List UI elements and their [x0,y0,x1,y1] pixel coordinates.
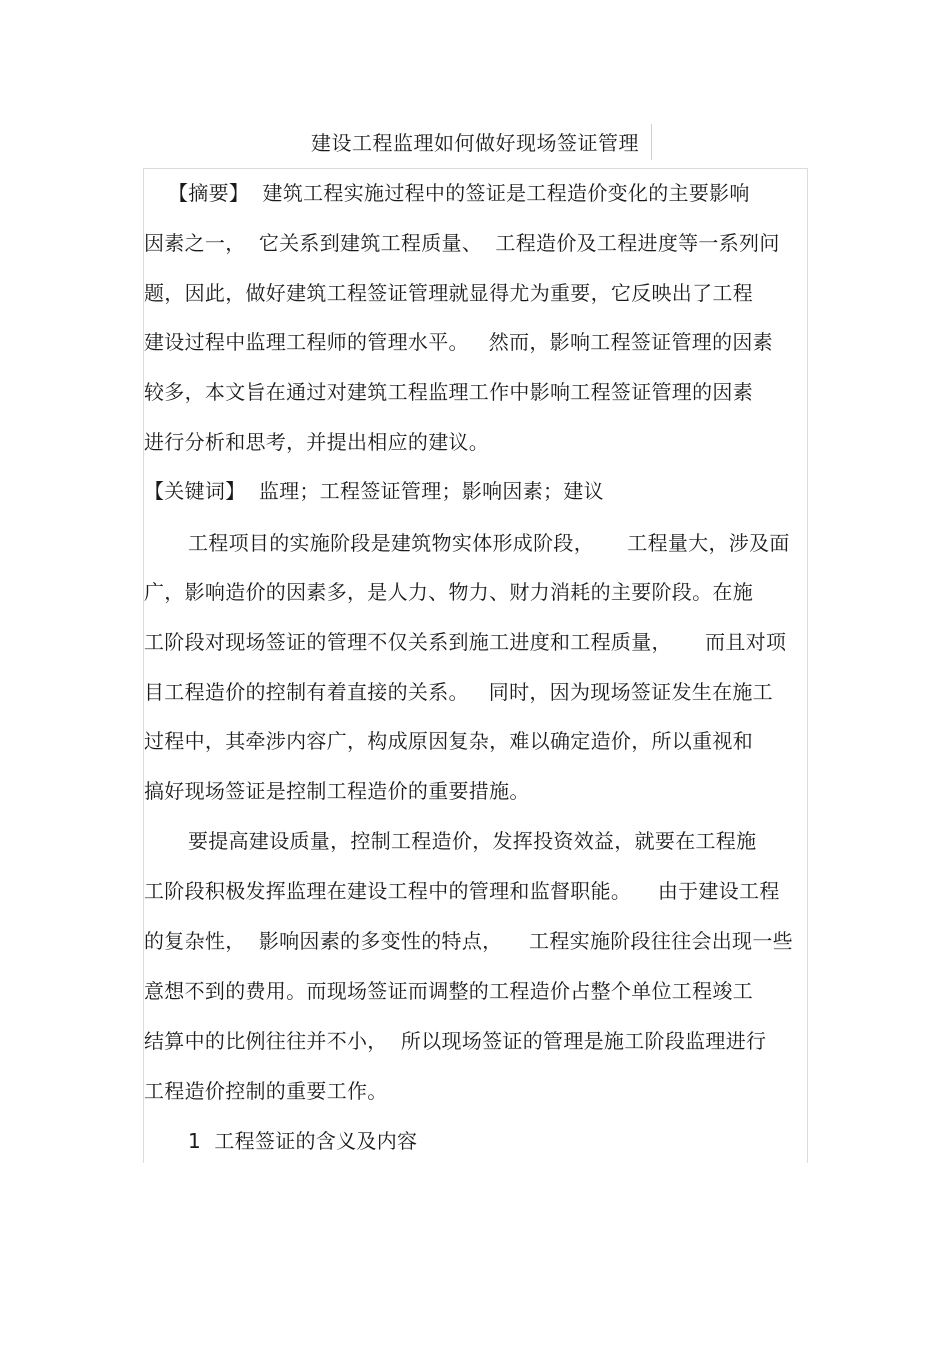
paragraph-2-line-6: 工程造价控制的重要工作。 [144,1079,388,1103]
paragraph-1-line-2: 广，影响造价的因素多，是人力、物力、财力消耗的主要阶段。在施 [144,580,753,604]
paragraph-2-line-4: 意想不到的费用。而现场签证而调整的工程造价占整个单位工程竣工 [144,979,753,1003]
frame-top-border [143,168,808,169]
paragraph-2-line-3: 的复杂性， 影响因素的多变性的特点， 工程实施阶段往往会出现一些 [144,929,793,953]
frame-left-border [143,168,144,1163]
paragraph-1-line-1: 工程项目的实施阶段是建筑物实体形成阶段， 工程量大，涉及面 [188,531,790,555]
paragraph-2-line-2: 工阶段积极发挥监理在建设工程中的管理和监督职能。 由于建设工程 [144,879,780,903]
paragraph-2-line-5: 结算中的比例往往并不小， 所以现场签证的管理是施工阶段监理进行 [144,1029,767,1053]
abstract-line-2: 因素之一， 它关系到建筑工程质量、 工程造价及工程进度等一系列问 [144,231,780,255]
abstract-line-6: 进行分析和思考，并提出相应的建议。 [144,430,490,454]
abstract-line-4: 建设过程中监理工程师的管理水平。 然而，影响工程签证管理的因素 [144,330,773,354]
paragraph-1-line-4: 目工程造价的控制有着直接的关系。 同时，因为现场签证发生在施工 [144,680,773,704]
section-heading-1: 1 工程签证的含义及内容 [188,1129,418,1153]
paragraph-1-line-5: 过程中，其牵涉内容广，构成原因复杂，难以确定造价，所以重视和 [144,729,753,753]
document-title: 建设工程监理如何做好现场签证管理 [311,131,639,155]
abstract-line-5: 较多，本文旨在通过对建筑工程监理工作中影响工程签证管理的因素 [144,380,753,404]
frame-right-border [807,168,808,1163]
paragraph-1-line-3: 工阶段对现场签证的管理不仅关系到施工进度和工程质量， 而且对项 [144,630,787,654]
keywords-line: 【关键词】 监理；工程签证管理；影响因素；建议 [144,479,604,503]
paragraph-1-line-6: 搞好现场签证是控制工程造价的重要措施。 [144,779,530,803]
paragraph-2-line-1: 要提高建设质量，控制工程造价，发挥投资效益，就要在工程施 [188,829,757,853]
abstract-line-1: 【摘要】 建筑工程实施过程中的签证是工程造价变化的主要影响 [168,181,750,205]
abstract-line-3: 题，因此，做好建筑工程签证管理就显得尤为重要，它反映出了工程 [144,281,753,305]
